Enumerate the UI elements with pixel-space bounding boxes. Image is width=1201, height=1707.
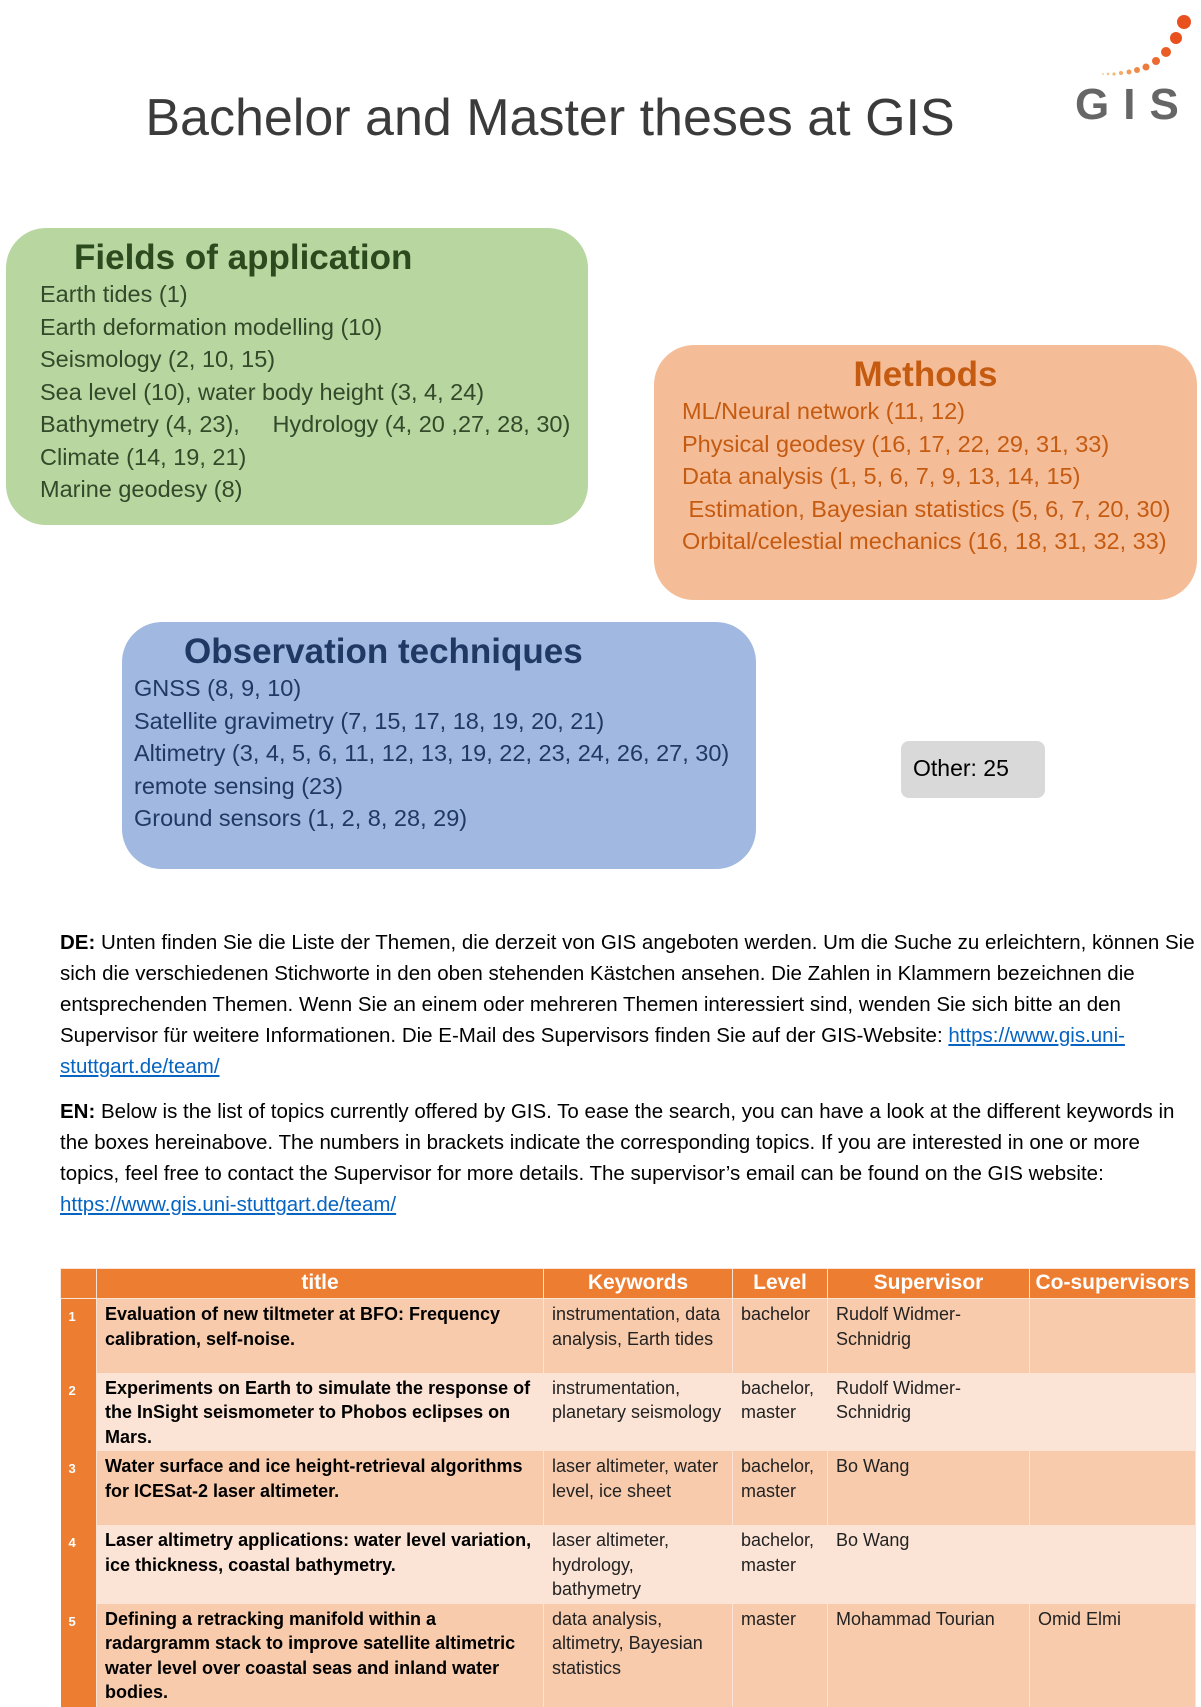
en-line: topics, feel free to contact the Supervisor for more details. The supervisor’s email can be found on the GIS website: (60, 1162, 1104, 1185)
table-row (61, 1373, 1196, 1452)
list-item: Altimetry (3, 4, 5, 6, 11, 12, 13, 19, 22, 23, 24, 26, 27, 30) (134, 740, 730, 766)
list-item: ML/Neural network (11, 12) (682, 398, 965, 424)
topic-cosupervisor (1030, 1451, 1196, 1525)
row-number: 1 (61, 1299, 97, 1373)
en-line: the boxes hereinabove. The numbers in brackets indicate the corresponding topics. If you are interested in one or more (60, 1131, 1140, 1154)
topic-level: bachelor (733, 1299, 828, 1373)
table-row (61, 1525, 1196, 1604)
topic-title: Evaluation of new tiltmeter at BFO: Frequency calibration, self-noise. (97, 1299, 544, 1373)
fields-list (40, 278, 588, 506)
de-tag: DE: (60, 931, 96, 954)
observation-list (134, 672, 756, 835)
fields-heading: Fields of application (74, 238, 413, 277)
methods-heading: Methods (853, 355, 998, 394)
en-paragraph (60, 1096, 1201, 1221)
observation-techniques-box (122, 622, 756, 869)
header-keywords: Keywords (544, 1269, 733, 1299)
list-item: Earth deformation modelling (10) (40, 313, 383, 340)
team-link-de[interactable]: https://www.gis.uni- (948, 1024, 1125, 1047)
list-item: Orbital/celestial mechanics (16, 18, 31, 32, 33) (682, 528, 1167, 554)
header-title: title (97, 1269, 544, 1299)
topic-supervisor: Mohammad Tourian (828, 1604, 1030, 1707)
list-item: Marine geodesy (8) (40, 476, 243, 502)
row-number: 5 (61, 1604, 97, 1707)
topic-level: bachelor, master (733, 1525, 828, 1604)
header-supervisor: Supervisor (828, 1269, 1030, 1299)
row-number: 2 (61, 1373, 97, 1452)
team-link-de-continued[interactable]: stuttgart.de/team/ (60, 1055, 220, 1078)
de-line: Supervisor für weitere Informationen. Die E-Mail des Supervisors finden Sie auf der GIS-Website: (60, 1024, 949, 1047)
methods-box (654, 345, 1197, 600)
topic-supervisor: Bo Wang (828, 1525, 1030, 1604)
observation-heading: Observation techniques (184, 632, 583, 671)
topic-cosupervisor (1030, 1299, 1196, 1373)
table-row (61, 1299, 1196, 1373)
topic-title: Defining a retracking manifold within a radargramm stack to improve satellite altimetric water level over coastal seas and inland water bodies. (97, 1604, 544, 1707)
table-header-row (61, 1269, 1196, 1299)
list-item: remote sensing (23) (134, 772, 343, 799)
header-level: Level (733, 1269, 828, 1299)
topic-keywords: laser altimeter, water level, ice sheet (544, 1451, 733, 1525)
row-number: 4 (61, 1525, 97, 1604)
de-line: sich die verschiedenen Stichworte in den oben stehenden Kästchen ansehen. Die Zahlen in Klammern bezeichnen die (60, 962, 1135, 985)
other-box: Other: 25 (901, 741, 1045, 798)
topic-keywords: instrumentation, data analysis, Earth tides (544, 1299, 733, 1373)
list-item: Earth tides (1) (40, 281, 188, 307)
topic-level: master (733, 1604, 828, 1707)
topic-keywords: instrumentation, planetary seismology (544, 1373, 733, 1452)
list-item: Ground sensors (1, 2, 8, 28, 29) (134, 805, 468, 831)
topic-title: Laser altimetry applications: water level variation, ice thickness, coastal bathymetry. (97, 1525, 544, 1604)
de-paragraph (60, 927, 1201, 1087)
list-item: Estimation, Bayesian statistics (5, 6, 7, 20, 30) (682, 495, 1171, 522)
table-row (61, 1604, 1196, 1707)
topic-cosupervisor: Omid Elmi (1030, 1604, 1196, 1707)
topic-title: Experiments on Earth to simulate the response of the InSight seismometer to Phobos eclipses on Mars. (97, 1373, 544, 1452)
list-item: Sea level (10), water body height (3, 4, 24) (40, 378, 485, 405)
topic-keywords: data analysis, altimetry, Bayesian statistics (544, 1604, 733, 1707)
topic-title: Water surface and ice height-retrieval algorithms for ICESat-2 laser altimeter. (97, 1451, 544, 1525)
header-num (61, 1269, 97, 1299)
list-item: Physical geodesy (16, 17, 22, 29, 31, 33) (682, 430, 1110, 457)
list-item: GNSS (8, 9, 10) (134, 675, 302, 701)
page-title: Bachelor and Master theses at GIS (145, 89, 955, 147)
de-line: entsprechenden Themen. Wenn Sie an einem oder mehreren Themen interessiert sind, wenden Sie sich bitte an den (60, 993, 1121, 1016)
en-line: Below is the list of topics currently offered by GIS. To ease the search, you can have a look at the different keywords in (95, 1100, 1175, 1123)
table-row (61, 1451, 1196, 1525)
topic-cosupervisor (1030, 1373, 1196, 1452)
gis-logo-text: GIS (1075, 80, 1193, 129)
topics-table (60, 1268, 1196, 1707)
header-cosupervisors: Co-supervisors (1030, 1269, 1196, 1299)
topic-level: bachelor, master (733, 1451, 828, 1525)
team-link-en[interactable]: https://www.gis.uni-stuttgart.de/team/ (60, 1193, 397, 1216)
topic-supervisor: Rudolf Widmer-Schnidrig (828, 1373, 1030, 1452)
topic-level: bachelor, master (733, 1373, 828, 1452)
list-item: Climate (14, 19, 21) (40, 443, 247, 470)
methods-list (682, 395, 1197, 558)
list-item: Bathymetry (4, 23), Hydrology (4, 20 ,27, 28, 30) (40, 411, 571, 437)
list-item: Data analysis (1, 5, 6, 7, 9, 13, 14, 15) (682, 463, 1081, 489)
row-number: 3 (61, 1451, 97, 1525)
topic-cosupervisor (1030, 1525, 1196, 1604)
topic-supervisor: Rudolf Widmer-Schnidrig (828, 1299, 1030, 1373)
list-item: Satellite gravimetry (7, 15, 17, 18, 19, 20, 21) (134, 707, 605, 734)
list-item: Seismology (2, 10, 15) (40, 346, 276, 372)
de-line: Unten finden Sie die Liste der Themen, die derzeit von GIS angeboten werden. Um die Suche zu erleichtern, können Sie (95, 931, 1195, 954)
fields-of-application-box (6, 228, 588, 525)
topic-supervisor: Bo Wang (828, 1451, 1030, 1525)
en-tag: EN: (60, 1100, 96, 1123)
topic-keywords: laser altimeter, hydrology, bathymetry (544, 1525, 733, 1604)
